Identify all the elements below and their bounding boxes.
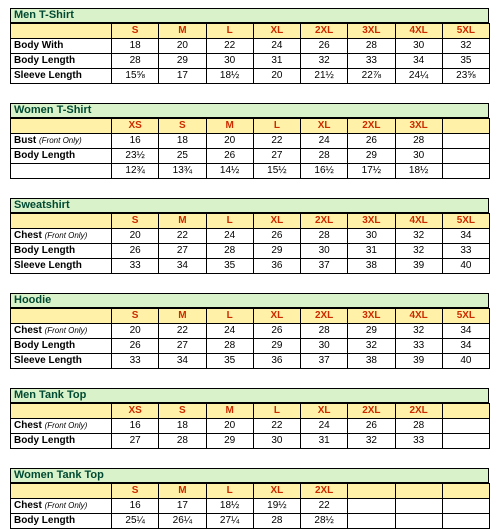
measurement-cell: 32 (395, 244, 442, 259)
row-label: Chest (14, 230, 42, 241)
measurement-cell: 24 (206, 229, 253, 244)
size-header-cell: 2XL (395, 404, 442, 419)
measurement-cell: 33 (112, 354, 159, 369)
measurement-cell: 35 (206, 354, 253, 369)
measurement-cell: 35 (206, 259, 253, 274)
size-header-cell: 3XL (348, 214, 395, 229)
measurement-cell: 29 (206, 434, 253, 449)
measurement-cell: 30 (348, 229, 395, 244)
size-header-cell: 5XL (442, 309, 489, 324)
measurement-cell (442, 499, 489, 514)
measurement-cell: 25¼ (112, 514, 159, 529)
measurement-cell: 27 (112, 434, 159, 449)
size-header-row (11, 404, 490, 419)
measurement-cell: 21½ (301, 69, 348, 84)
measurement-cell: 34 (395, 54, 442, 69)
measurement-cell: 26¼ (159, 514, 206, 529)
size-header-cell: M (159, 214, 206, 229)
measurement-cell: 30 (253, 434, 300, 449)
size-header-cell: XL (253, 214, 300, 229)
row-label: Chest (14, 420, 42, 431)
measurement-cell: 26 (348, 419, 395, 434)
size-table (10, 308, 490, 369)
measurement-cell: 35 (442, 54, 489, 69)
size-table-section (10, 103, 489, 179)
measurement-row (11, 324, 490, 339)
size-header-row (11, 309, 490, 324)
measurement-cell: 36 (253, 259, 300, 274)
measurement-cell: 17 (159, 499, 206, 514)
measurement-cell: 20 (253, 69, 300, 84)
section-title: Women Tank Top (10, 468, 489, 483)
size-header-cell: L (253, 404, 300, 419)
measurement-cell: 17 (159, 69, 206, 84)
measurement-cell: 18½ (206, 499, 253, 514)
measurement-cell: 30 (301, 244, 348, 259)
measurement-cell: 38 (348, 354, 395, 369)
measurement-cell: 22 (253, 419, 300, 434)
measurement-cell: 26 (348, 134, 395, 149)
measurement-cell: 26 (301, 39, 348, 54)
measurement-cell: 28 (206, 339, 253, 354)
size-header-cell: 2XL (301, 309, 348, 324)
size-header-cell (395, 484, 442, 499)
measurement-cell: 32 (348, 434, 395, 449)
row-label: Sleeve Length (14, 70, 82, 81)
size-header-cell: M (159, 24, 206, 39)
measurement-cell: 30 (206, 54, 253, 69)
measurement-cell (442, 514, 489, 529)
row-label-cell (11, 229, 112, 244)
measurement-cell: 29 (348, 324, 395, 339)
measurement-cell: 24 (301, 419, 348, 434)
measurement-cell: 24 (253, 39, 300, 54)
size-header-row (11, 484, 490, 499)
measurement-row (11, 149, 490, 164)
measurement-cell: 33 (395, 434, 442, 449)
measurement-cell: 28 (395, 419, 442, 434)
size-header-cell: L (206, 214, 253, 229)
measurement-cell (442, 419, 489, 434)
size-chart (10, 8, 489, 529)
size-header-cell: XL (253, 309, 300, 324)
measurement-cell: 20 (112, 324, 159, 339)
measurement-row (11, 514, 490, 529)
measurement-cell: 27¼ (206, 514, 253, 529)
size-header-cell: 2XL (301, 484, 348, 499)
measurement-cell: 20 (206, 419, 253, 434)
measurement-cell: 20 (159, 39, 206, 54)
measurement-cell: 28 (206, 244, 253, 259)
measurement-cell: 40 (442, 259, 489, 274)
row-label: Sleeve Length (14, 260, 82, 271)
measurement-cell: 29 (348, 149, 395, 164)
measurement-cell (395, 514, 442, 529)
row-label-cell (11, 164, 112, 179)
measurement-cell: 33 (112, 259, 159, 274)
row-label-cell (11, 324, 112, 339)
measurement-cell: 26 (112, 244, 159, 259)
measurement-cell: 18½ (395, 164, 442, 179)
size-header-row (11, 214, 490, 229)
size-header-cell: S (159, 404, 206, 419)
section-title: Sweatshirt (10, 198, 489, 213)
measurement-cell: 27 (159, 339, 206, 354)
measurement-cell: 22 (159, 229, 206, 244)
measurement-cell: 29 (253, 339, 300, 354)
measurement-row (11, 134, 490, 149)
measurement-cell: 34 (159, 354, 206, 369)
measurement-cell: 16 (112, 499, 159, 514)
size-table (10, 483, 490, 529)
row-label-cell (11, 54, 112, 69)
size-header-cell: L (253, 119, 300, 134)
row-label-cell (11, 134, 112, 149)
measurement-cell: 30 (395, 39, 442, 54)
measurement-cell: 27 (253, 149, 300, 164)
size-header-cell (442, 404, 489, 419)
measurement-cell: 34 (159, 259, 206, 274)
measurement-cell: 31 (301, 434, 348, 449)
measurement-row (11, 339, 490, 354)
measurement-row (11, 54, 490, 69)
row-label-cell (11, 149, 112, 164)
measurement-cell: 34 (442, 324, 489, 339)
size-table-section (10, 198, 489, 274)
measurement-cell: 18 (159, 419, 206, 434)
measurement-cell: 28 (301, 149, 348, 164)
measurement-cell: 36 (253, 354, 300, 369)
size-header-row (11, 119, 490, 134)
header-corner-cell (11, 484, 112, 499)
row-note: (Front Only) (44, 501, 88, 510)
measurement-cell: 31 (348, 244, 395, 259)
measurement-cell: 24 (301, 134, 348, 149)
measurement-cell: 26 (253, 324, 300, 339)
measurement-cell: 25 (159, 149, 206, 164)
row-label: Body With (14, 40, 64, 51)
measurement-cell: 19½ (253, 499, 300, 514)
measurement-cell: 14½ (206, 164, 253, 179)
measurement-cell (442, 134, 489, 149)
size-header-cell: 3XL (395, 119, 442, 134)
measurement-cell: 32 (301, 54, 348, 69)
measurement-cell: 33 (348, 54, 395, 69)
measurement-cell: 17½ (348, 164, 395, 179)
size-header-cell: M (159, 309, 206, 324)
size-header-row (11, 24, 490, 39)
size-header-cell (442, 484, 489, 499)
measurement-cell: 28 (348, 39, 395, 54)
row-label: Bust (14, 135, 37, 146)
measurement-cell: 37 (301, 259, 348, 274)
row-label-cell (11, 259, 112, 274)
measurement-row (11, 354, 490, 369)
measurement-cell: 18 (159, 134, 206, 149)
size-header-cell: 2XL (348, 119, 395, 134)
size-table (10, 213, 490, 274)
measurement-cell: 29 (253, 244, 300, 259)
size-table-section (10, 293, 489, 369)
row-label: Body Length (14, 55, 76, 66)
size-header-cell: 3XL (348, 24, 395, 39)
measurement-cell: 26 (206, 149, 253, 164)
size-header-cell: XL (301, 404, 348, 419)
size-header-cell (442, 119, 489, 134)
size-header-cell: 3XL (348, 309, 395, 324)
measurement-cell: 20 (112, 229, 159, 244)
row-label: Body Length (14, 515, 76, 526)
measurement-cell: 23½ (112, 149, 159, 164)
measurement-cell: 12¾ (112, 164, 159, 179)
measurement-row (11, 499, 490, 514)
section-spacer (10, 274, 489, 293)
measurement-row (11, 39, 490, 54)
measurement-cell: 34 (442, 229, 489, 244)
measurement-cell: 18½ (206, 69, 253, 84)
measurement-row (11, 419, 490, 434)
row-label: Body Length (14, 340, 76, 351)
size-table (10, 403, 490, 449)
size-table (10, 23, 490, 84)
size-table (10, 118, 490, 179)
row-label-cell (11, 499, 112, 514)
size-header-cell: S (112, 309, 159, 324)
measurement-cell: 30 (395, 149, 442, 164)
measurement-row (11, 244, 490, 259)
measurement-cell: 28½ (301, 514, 348, 529)
measurement-cell: 22 (253, 134, 300, 149)
measurement-cell: 34 (442, 339, 489, 354)
section-spacer (10, 179, 489, 198)
row-label-cell (11, 39, 112, 54)
measurement-row (11, 69, 490, 84)
size-header-cell: 4XL (395, 24, 442, 39)
size-header-cell: L (206, 309, 253, 324)
measurement-cell: 28 (253, 514, 300, 529)
size-header-cell: 5XL (442, 214, 489, 229)
measurement-row (11, 259, 490, 274)
measurement-cell: 24 (206, 324, 253, 339)
measurement-cell: 22 (301, 499, 348, 514)
measurement-cell: 23⅝ (442, 69, 489, 84)
measurement-cell: 33 (442, 244, 489, 259)
row-label: Chest (14, 325, 42, 336)
measurement-cell: 16 (112, 419, 159, 434)
measurement-cell: 29 (159, 54, 206, 69)
row-label-cell (11, 354, 112, 369)
measurement-cell (348, 514, 395, 529)
section-title: Hoodie (10, 293, 489, 308)
size-header-cell: 4XL (395, 309, 442, 324)
measurement-cell (348, 499, 395, 514)
measurement-cell: 32 (348, 339, 395, 354)
measurement-cell: 26 (253, 229, 300, 244)
size-header-cell: M (206, 119, 253, 134)
size-table-section (10, 388, 489, 449)
measurement-cell: 16 (112, 134, 159, 149)
measurement-cell: 33 (395, 339, 442, 354)
measurement-cell (395, 499, 442, 514)
size-header-cell: XS (112, 119, 159, 134)
row-label-cell (11, 434, 112, 449)
measurement-cell: 18 (112, 39, 159, 54)
measurement-cell: 20 (206, 134, 253, 149)
measurement-cell: 15½ (253, 164, 300, 179)
size-header-cell: S (112, 24, 159, 39)
measurement-cell: 26 (112, 339, 159, 354)
row-label-cell (11, 339, 112, 354)
row-label: Body Length (14, 245, 76, 256)
measurement-cell (442, 149, 489, 164)
measurement-cell: 37 (301, 354, 348, 369)
section-title: Women T-Shirt (10, 103, 489, 118)
row-note: (Front Only) (44, 231, 88, 240)
size-header-cell: 5XL (442, 24, 489, 39)
measurement-cell (442, 164, 489, 179)
row-label: Chest (14, 500, 42, 511)
measurement-cell: 32 (395, 324, 442, 339)
section-title: Men Tank Top (10, 388, 489, 403)
measurement-cell: 28 (301, 229, 348, 244)
size-header-cell: S (112, 484, 159, 499)
row-label-cell (11, 244, 112, 259)
measurement-cell: 22 (159, 324, 206, 339)
measurement-cell: 39 (395, 259, 442, 274)
measurement-cell: 24¼ (395, 69, 442, 84)
measurement-cell: 16½ (301, 164, 348, 179)
row-label: Body Length (14, 150, 76, 161)
measurement-cell: 27 (159, 244, 206, 259)
measurement-cell: 22 (206, 39, 253, 54)
size-table-section (10, 468, 489, 529)
size-header-cell: S (112, 214, 159, 229)
size-header-cell: 2XL (348, 404, 395, 419)
size-header-cell: S (159, 119, 206, 134)
measurement-cell: 39 (395, 354, 442, 369)
header-corner-cell (11, 24, 112, 39)
measurement-cell: 32 (442, 39, 489, 54)
header-corner-cell (11, 404, 112, 419)
size-header-cell: XL (253, 24, 300, 39)
measurement-cell: 28 (301, 324, 348, 339)
section-spacer (10, 369, 489, 388)
header-corner-cell (11, 214, 112, 229)
measurement-cell (442, 434, 489, 449)
measurement-cell: 28 (112, 54, 159, 69)
measurement-cell: 30 (301, 339, 348, 354)
section-title: Men T-Shirt (10, 8, 489, 23)
size-header-cell (348, 484, 395, 499)
section-spacer (10, 449, 489, 468)
measurement-cell: 28 (159, 434, 206, 449)
measurement-cell: 38 (348, 259, 395, 274)
size-header-cell: XL (301, 119, 348, 134)
size-header-cell: L (206, 24, 253, 39)
row-note: (Front Only) (39, 136, 82, 145)
measurement-cell: 31 (253, 54, 300, 69)
measurement-cell: 15⅝ (112, 69, 159, 84)
size-header-cell: M (159, 484, 206, 499)
size-header-cell: XL (253, 484, 300, 499)
measurement-row (11, 229, 490, 244)
measurement-cell: 40 (442, 354, 489, 369)
row-label-cell (11, 69, 112, 84)
size-header-cell: L (206, 484, 253, 499)
row-label-cell (11, 514, 112, 529)
measurement-cell: 28 (395, 134, 442, 149)
measurement-cell: 22⅞ (348, 69, 395, 84)
size-header-cell: M (206, 404, 253, 419)
measurement-row (11, 434, 490, 449)
row-label: Body Length (14, 435, 76, 446)
measurement-row (11, 164, 490, 179)
row-label-cell (11, 419, 112, 434)
size-header-cell: 2XL (301, 24, 348, 39)
size-header-cell: XS (112, 404, 159, 419)
row-note: (Front Only) (44, 421, 88, 430)
row-label: Sleeve Length (14, 355, 82, 366)
row-note: (Front Only) (44, 326, 88, 335)
size-header-cell: 2XL (301, 214, 348, 229)
measurement-cell: 13¾ (159, 164, 206, 179)
size-table-section (10, 8, 489, 84)
header-corner-cell (11, 119, 112, 134)
measurement-cell: 32 (395, 229, 442, 244)
header-corner-cell (11, 309, 112, 324)
size-header-cell: 4XL (395, 214, 442, 229)
section-spacer (10, 84, 489, 103)
